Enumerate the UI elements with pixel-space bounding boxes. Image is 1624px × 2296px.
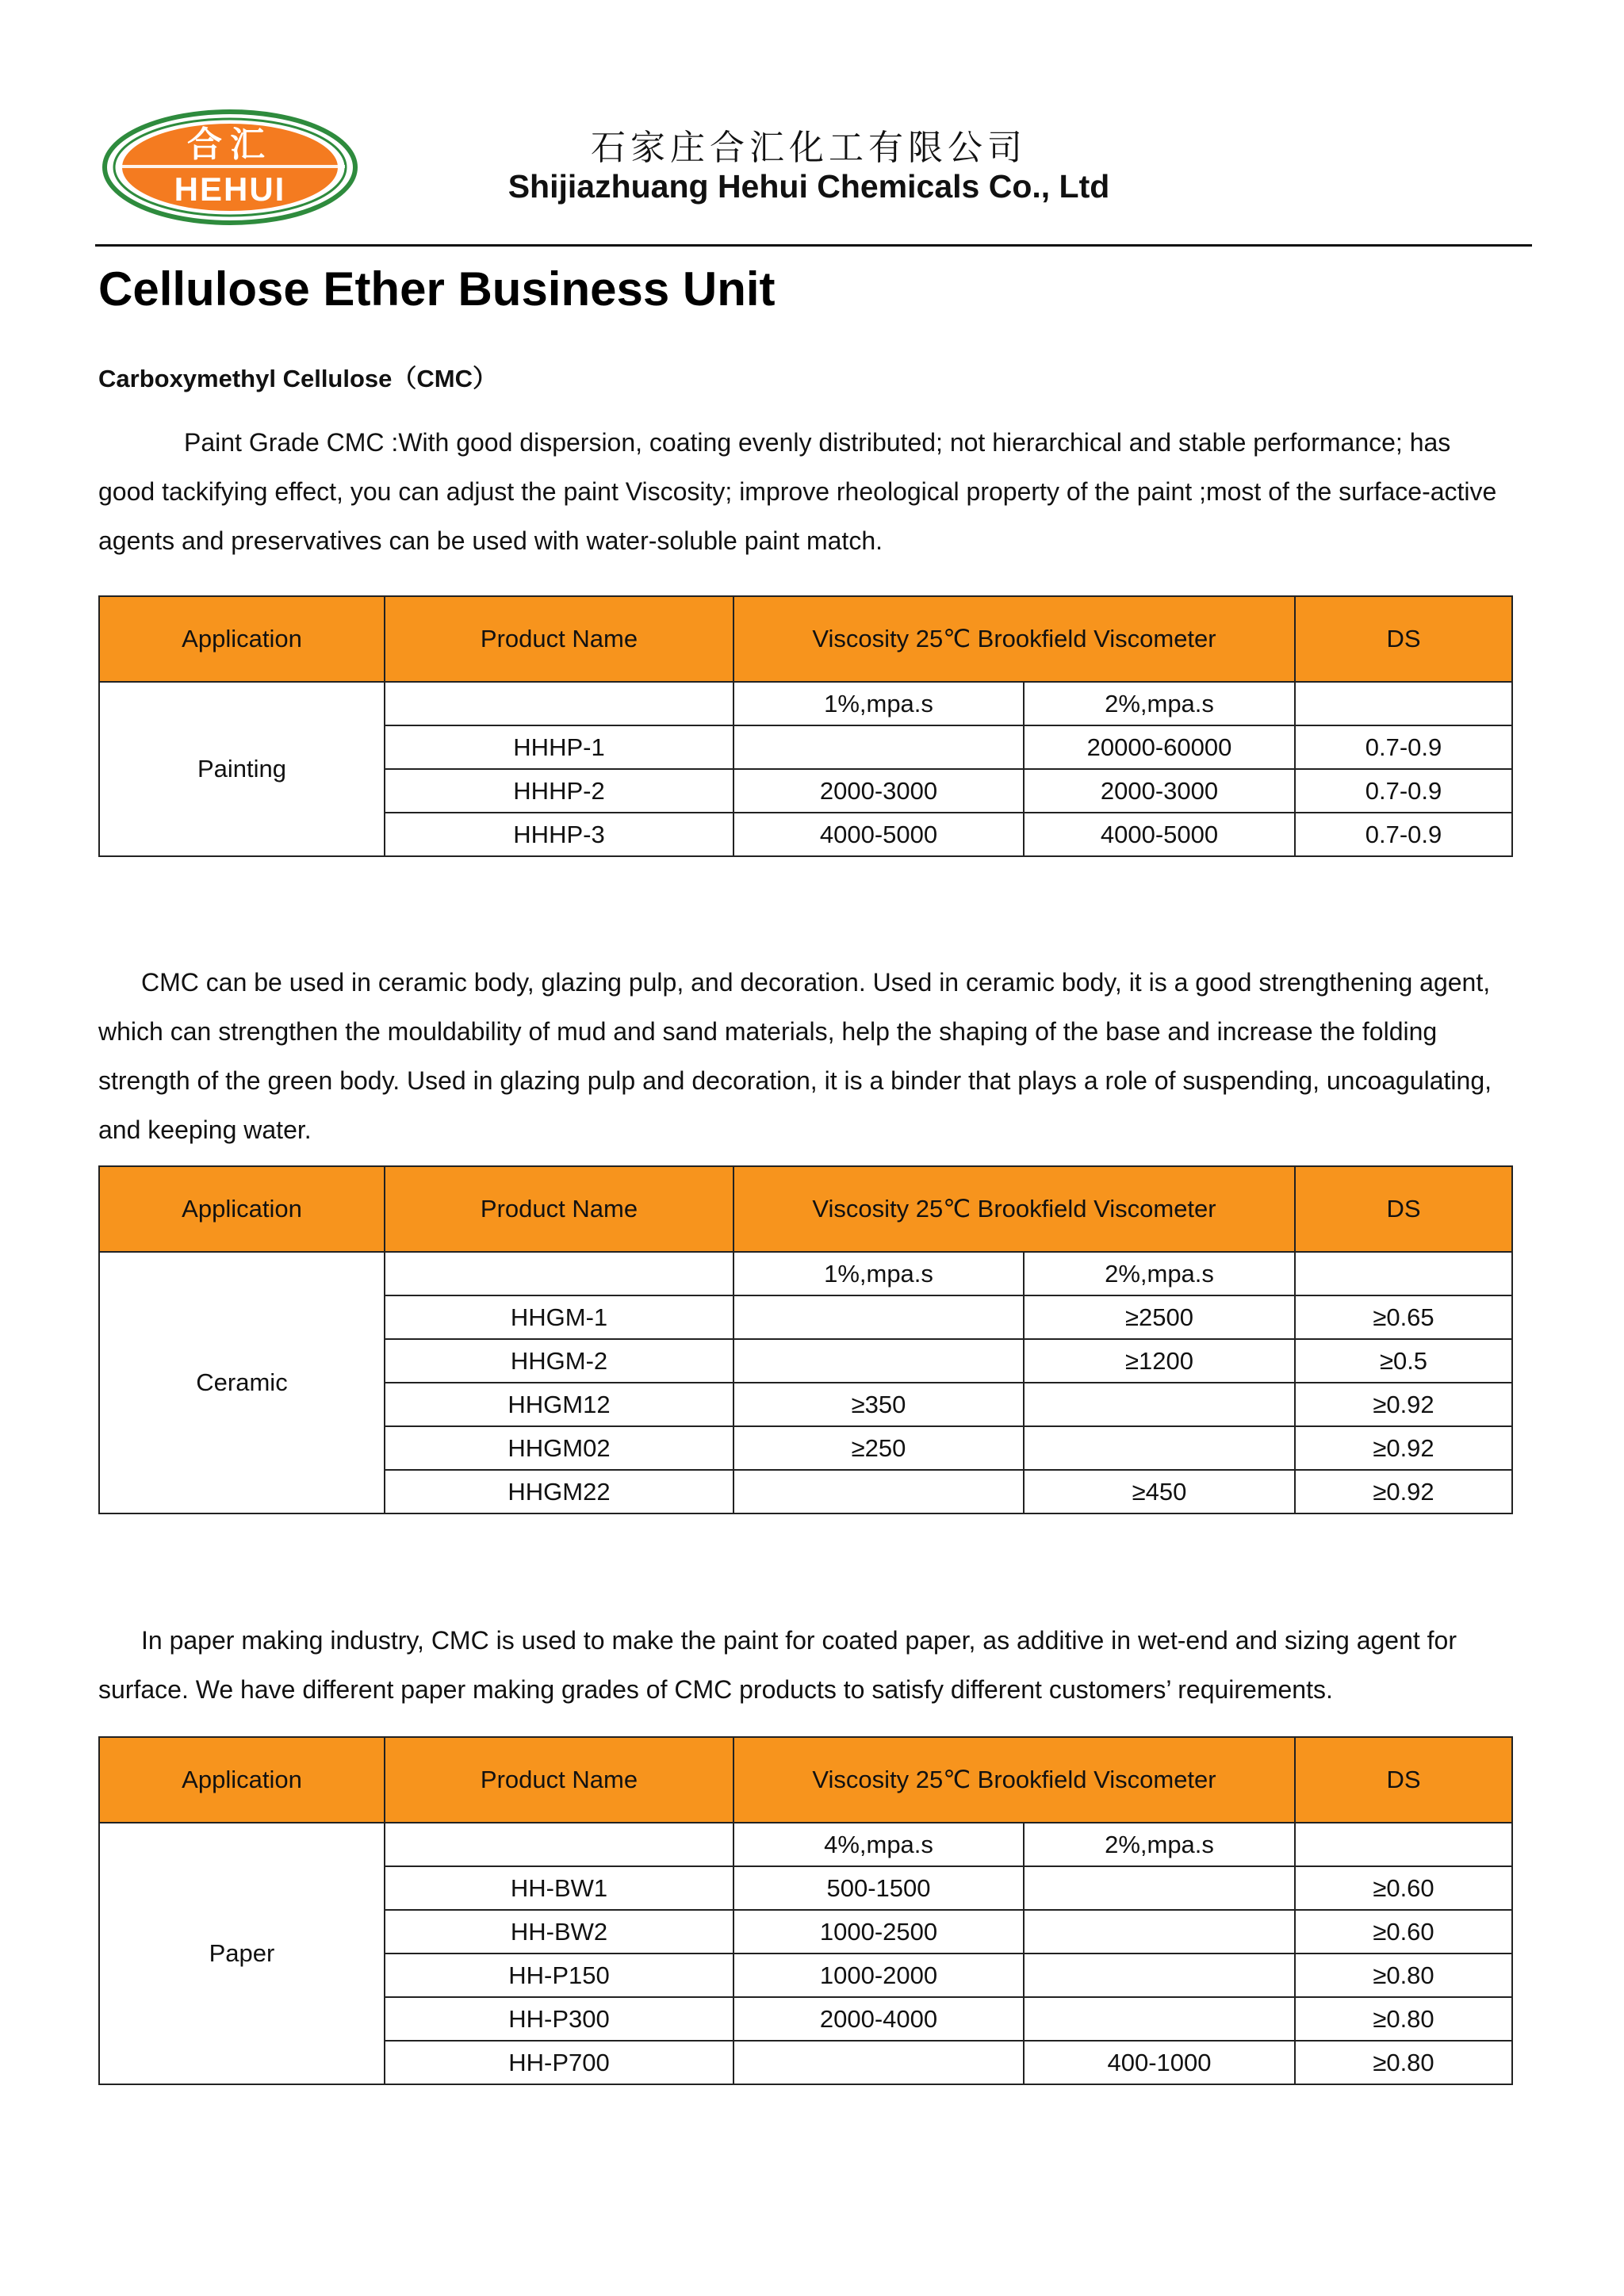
table-header-row [99, 1737, 1512, 1823]
svg-text:HEHUI: HEHUI [174, 170, 286, 208]
product-name-cell: HHGM-2 [385, 1339, 733, 1383]
ds-cell: ≥0.80 [1295, 2041, 1512, 2084]
viscosity-1-cell [733, 2041, 1024, 2084]
subheader-v2: 2%,mpa.s [1024, 1823, 1295, 1866]
header-application: Application [99, 1166, 385, 1252]
header-ds: DS [1295, 1166, 1512, 1252]
table-cell [385, 1823, 733, 1866]
product-name-cell: HHGM-1 [385, 1295, 733, 1339]
ds-cell: ≥0.5 [1295, 1339, 1512, 1383]
viscosity-2-cell: 20000-60000 [1024, 725, 1295, 769]
header-viscosity: Viscosity 25℃ Brookfield Viscometer [733, 1737, 1295, 1823]
application-cell: Painting [99, 682, 385, 856]
table-header-row [99, 596, 1512, 682]
table-subheader-row [99, 1823, 1512, 1866]
ds-cell: ≥0.92 [1295, 1426, 1512, 1470]
viscosity-1-cell: 500-1500 [733, 1866, 1024, 1910]
header-product-name: Product Name [385, 596, 733, 682]
paper-description: In paper making industry, CMC is used to make the paint for coated paper, as additive in wet-end and sizing agent for surface. We have different paper making grades of CMC products to satisfy different customers’ requirements. [98, 1626, 1457, 1704]
viscosity-1-cell: 4000-5000 [733, 813, 1024, 856]
ds-cell: 0.7-0.9 [1295, 725, 1512, 769]
ds-cell: ≥0.92 [1295, 1470, 1512, 1513]
svg-text:合汇: 合汇 [187, 124, 273, 165]
ds-cell: ≥0.80 [1295, 1954, 1512, 1997]
product-name-cell: HH-BW1 [385, 1866, 733, 1910]
paint-grade-description: Paint Grade CMC :With good dispersion, coating evenly distributed; not hierarchical and stable performance; has good tackifying effect, you can adjust the paint Viscosity; improve rheological property of the paint ;most of the surface-active agents and preservatives can be used with water-soluble paint match. [98, 428, 1497, 555]
product-name-cell: HHGM12 [385, 1383, 733, 1426]
subheader-v1: 1%,mpa.s [733, 682, 1024, 725]
ceramic-description: CMC can be used in ceramic body, glazing pulp, and decoration. Used in ceramic body, it is a good strengthening agent, which can strengthen the mouldability of mud and sand materials, help the shaping of the base and increase the folding strength of the green body. Used in glazing pulp and decoration, it is a binder that plays a role of suspending, uncoagulating, and keeping water. [98, 968, 1492, 1144]
product-name-cell: HHGM22 [385, 1470, 733, 1513]
viscosity-2-cell: 4000-5000 [1024, 813, 1295, 856]
ds-cell: ≥0.65 [1295, 1295, 1512, 1339]
table-cell [1295, 1252, 1512, 1295]
subheader-v1: 1%,mpa.s [733, 1252, 1024, 1295]
viscosity-2-cell [1024, 1997, 1295, 2041]
ds-cell: ≥0.60 [1295, 1866, 1512, 1910]
subheader-v2: 2%,mpa.s [1024, 682, 1295, 725]
viscosity-2-cell: ≥2500 [1024, 1295, 1295, 1339]
viscosity-2-cell: 400-1000 [1024, 2041, 1295, 2084]
header-ds: DS [1295, 596, 1512, 682]
hehui-logo [102, 107, 359, 228]
table-cell [1295, 1823, 1512, 1866]
viscosity-1-cell: 1000-2500 [733, 1910, 1024, 1954]
product-name-cell: HH-BW2 [385, 1910, 733, 1954]
header-application: Application [99, 1737, 385, 1823]
section-subtitle: Carboxymethyl Cellulose（CMC） [98, 365, 497, 392]
paper-spec-table [98, 1736, 1513, 2085]
product-name-cell: HHHP-2 [385, 769, 733, 813]
header-product-name: Product Name [385, 1166, 733, 1252]
product-name-cell: HH-P700 [385, 2041, 733, 2084]
viscosity-1-cell [733, 1339, 1024, 1383]
application-cell: Paper [99, 1823, 385, 2084]
product-name-cell: HH-P150 [385, 1954, 733, 1997]
product-name-cell: HHHP-1 [385, 725, 733, 769]
viscosity-2-cell [1024, 1383, 1295, 1426]
viscosity-1-cell: ≥250 [733, 1426, 1024, 1470]
viscosity-1-cell: 2000-3000 [733, 769, 1024, 813]
application-cell: Ceramic [99, 1252, 385, 1513]
table-subheader-row [99, 1252, 1512, 1295]
header-divider [95, 244, 1532, 247]
viscosity-1-cell [733, 1470, 1024, 1513]
table-subheader-row [99, 682, 1512, 725]
product-name-cell: HHGM02 [385, 1426, 733, 1470]
header-application: Application [99, 596, 385, 682]
company-name-english: Shijiazhuang Hehui Chemicals Co., Ltd [508, 168, 1110, 205]
ds-cell: ≥0.60 [1295, 1910, 1512, 1954]
ceramic-spec-table [98, 1165, 1513, 1514]
page-title: Cellulose Ether Business Unit [98, 262, 776, 316]
header-product-name: Product Name [385, 1737, 733, 1823]
viscosity-2-cell: 2000-3000 [1024, 769, 1295, 813]
company-name-chinese: 石家庄合汇化工有限公司 [591, 128, 1027, 168]
subheader-v1: 4%,mpa.s [733, 1823, 1024, 1866]
product-name-cell: HH-P300 [385, 1997, 733, 2041]
product-name-cell: HHHP-3 [385, 813, 733, 856]
subheader-v2: 2%,mpa.s [1024, 1252, 1295, 1295]
viscosity-1-cell: 2000-4000 [733, 1997, 1024, 2041]
header-ds: DS [1295, 1737, 1512, 1823]
viscosity-1-cell: ≥350 [733, 1383, 1024, 1426]
table-cell [385, 682, 733, 725]
ds-cell: ≥0.92 [1295, 1383, 1512, 1426]
viscosity-2-cell: ≥1200 [1024, 1339, 1295, 1383]
painting-spec-table [98, 595, 1513, 857]
viscosity-1-cell [733, 1295, 1024, 1339]
viscosity-2-cell [1024, 1910, 1295, 1954]
header-viscosity: Viscosity 25℃ Brookfield Viscometer [733, 1166, 1295, 1252]
viscosity-2-cell [1024, 1426, 1295, 1470]
ds-cell: ≥0.80 [1295, 1997, 1512, 2041]
table-header-row [99, 1166, 1512, 1252]
header-viscosity: Viscosity 25℃ Brookfield Viscometer [733, 596, 1295, 682]
viscosity-2-cell [1024, 1866, 1295, 1910]
viscosity-2-cell: ≥450 [1024, 1470, 1295, 1513]
ds-cell: 0.7-0.9 [1295, 813, 1512, 856]
viscosity-2-cell [1024, 1954, 1295, 1997]
ds-cell: 0.7-0.9 [1295, 769, 1512, 813]
viscosity-1-cell [733, 725, 1024, 769]
table-cell [1295, 682, 1512, 725]
table-cell [385, 1252, 733, 1295]
viscosity-1-cell: 1000-2000 [733, 1954, 1024, 1997]
